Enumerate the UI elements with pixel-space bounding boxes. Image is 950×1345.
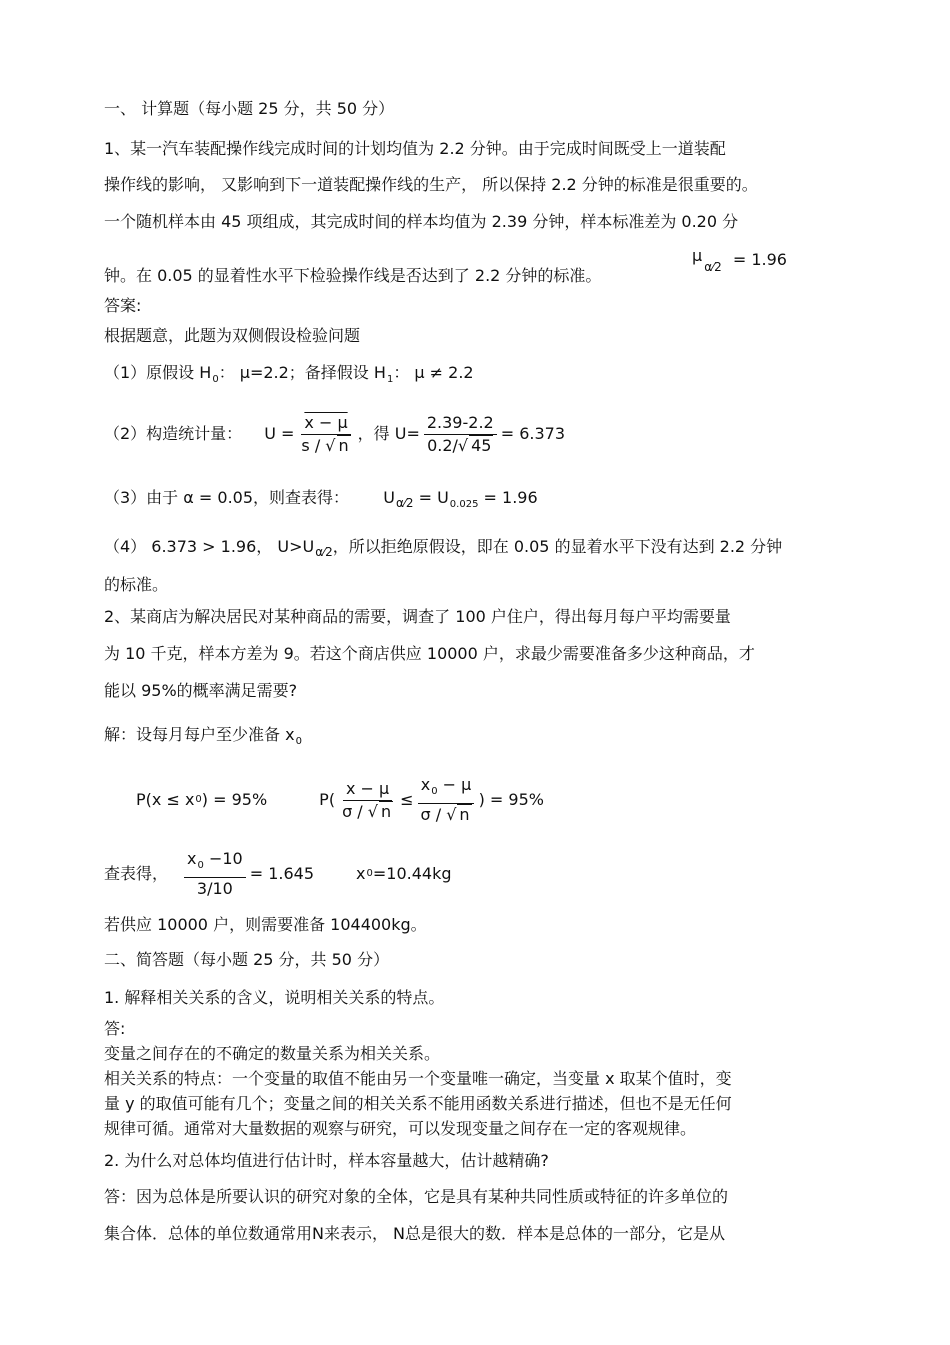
q2-solution-intro: [104, 725, 302, 752]
sol-prefix: 解：设每月每户至少准备 x: [104, 725, 295, 744]
p2-num-2-sub: 0: [431, 786, 438, 797]
step-3-lookup: [104, 488, 538, 515]
step-3-prefix: （3）由于 α = 0.05，则查表得：: [104, 488, 350, 507]
look-den: 3/10: [196, 879, 233, 898]
p2-den-2-sigma: σ /: [420, 805, 447, 824]
crit-value: = 1.96: [732, 250, 787, 269]
p1-text: P(x ≤ x: [136, 790, 195, 809]
p2-num-2-x: x: [420, 775, 431, 794]
p2-le: ≤: [400, 790, 414, 809]
answer-intro: 根据题意，此题为双侧假设检验问题: [104, 326, 361, 345]
p2-open: P(: [319, 790, 336, 809]
supply-result: 若供应 10000 户，则需要准备 104400kg。: [104, 915, 427, 934]
p2-fraction-2: [418, 776, 475, 824]
probability-equations: [136, 776, 544, 824]
look-fraction: [184, 850, 246, 898]
step-4-prefix: （4） 6.373 > 1.96， U>U: [104, 537, 315, 556]
step-1-hypotheses: [104, 363, 474, 390]
s2-answer-label: 答:: [104, 1019, 126, 1038]
look-eq: = 1.645: [249, 864, 315, 883]
x0-sub: 0: [366, 868, 373, 879]
look-label: 查表得，: [104, 864, 169, 883]
step-2-u: U =: [264, 424, 295, 443]
step-2-statistic: [104, 412, 565, 456]
step-1-end: ： μ ≠ 2.2: [393, 363, 474, 382]
s2-question-1: 1. 解释相关关系的含义，说明相关关系的特点。: [104, 988, 445, 1007]
s2-answer-line-2: 相关关系的特点：一个变量的取值不能由另一个变量唯一确定，当变量 x 取某个值时，变: [104, 1069, 732, 1088]
s2-q2-answer-line-1: 答：因为总体是所要认识的研究对象的全体，它是具有某种共同性质或特征的许多单位的: [104, 1187, 729, 1206]
x0-val: =10.44kg: [372, 864, 452, 883]
den2-base: 0.2/: [427, 435, 458, 455]
h1-subscript: 1: [386, 374, 394, 385]
step-2-result: = 6.373: [500, 424, 565, 443]
u-formula-fraction: [298, 414, 353, 455]
p2-den-2-n: n: [459, 805, 470, 824]
den2-root: 45: [471, 435, 492, 455]
step-3-sub1: α⁄2: [395, 496, 414, 510]
s2-answer-line-4: 规律可循。通常对大量数据的观察与研究，可以发现变量之间存在一定的客观规律。: [104, 1119, 697, 1138]
q1-line-4: 钟。在 0.05 的显着性水平下检验操作线是否达到了 2.2 分钟的标准。: [104, 266, 602, 285]
den-n: n: [338, 435, 349, 455]
table-lookup-line: [104, 850, 452, 898]
p2-num-2-rest: − μ: [437, 775, 472, 794]
q2-line-3: 能以 95%的概率满足需要?: [104, 681, 298, 700]
u-value-denominator: 0.2/√ 45: [427, 435, 492, 455]
step-1-mid: ： μ=2.2；备择假设 H: [218, 363, 386, 382]
sol-subscript: 0: [295, 736, 302, 747]
look-num-rest: −10: [203, 849, 243, 868]
q1-line-1: 1、某一汽车装配操作线完成时间的计划均值为 2.2 分钟。由于完成时间既受上一道装配: [104, 139, 726, 158]
look-num-x: x: [187, 849, 197, 868]
step-3-sub2: 0.025: [449, 499, 479, 510]
p2-den-1-n: n: [380, 801, 392, 821]
q2-line-2: 为 10 千克，样本方差为 9。若这个商店供应 10000 户，求最少需要准备多少这种商品，才: [104, 644, 755, 663]
u-value-numerator: 2.39-2.2: [424, 414, 497, 435]
step-3-mid: = U: [418, 488, 449, 507]
s2-answer-line-1: 变量之间存在的不确定的数量关系为相关关系。: [104, 1044, 441, 1063]
p2-close: ) = 95%: [478, 790, 544, 809]
critical-value-formula: [692, 246, 787, 274]
p2-fraction-1: [339, 780, 396, 821]
q1-line-2: 操作线的影响， 又影响到下一道装配操作线的生产， 所以保持 2.2 分钟的标准是很重要的。: [104, 175, 758, 194]
q2-line-1: 2、某商店为解决居民对某种商品的需要，调查了 100 户住户，得出每月每户平均需要量: [104, 607, 731, 626]
q1-line-3: 一个随机样本由 45 项组成，其完成时间的样本均值为 2.39 分钟，样本标准差为 0.20 分: [104, 212, 739, 231]
step-2-prefix: （2）构造统计量：: [104, 424, 243, 443]
look-num: [184, 850, 246, 878]
section-2-heading: 二、简答题（每小题 25 分，共 50 分）: [104, 950, 390, 969]
step-4-sub: α⁄2: [315, 545, 333, 559]
step-4-line-2: 的标准。: [104, 575, 169, 594]
p2-den-2: σ / √ n: [420, 805, 470, 824]
p2-den-1-sigma: σ /: [342, 801, 368, 821]
answer-label: 答案:: [104, 296, 142, 315]
look-num-sub: 0: [197, 860, 204, 871]
crit-alpha: α⁄2: [704, 260, 722, 274]
step-3-end: = 1.96: [483, 488, 538, 507]
s2-question-2: 2. 为什么对总体均值进行估计时，样本容量越大，估计越精确?: [104, 1151, 549, 1170]
u-formula-denominator: s / √ n: [301, 435, 349, 455]
section-1-heading: 一、 计算题（每小题 25 分，共 50 分）: [104, 99, 395, 118]
crit-mu: μ: [692, 246, 703, 265]
den-s: s /: [301, 435, 326, 455]
p1-sub: 0: [195, 794, 202, 805]
s2-answer-line-3: 量 y 的取值可能有几个；变量之间的相关关系不能用函数关系进行描述，但也不是无任何: [104, 1094, 732, 1113]
p2-num-2: [418, 776, 475, 804]
step-3-u1: U: [383, 488, 395, 507]
step-4-decision: [104, 537, 782, 562]
u-formula-numerator: x − μ: [301, 414, 350, 435]
step-2-mid: ，得 U=: [357, 424, 420, 443]
p2-num-1: x − μ: [343, 780, 392, 801]
u-value-fraction: [424, 414, 497, 455]
step-1-prefix: （1）原假设 H: [104, 363, 212, 382]
s2-q2-answer-line-2: 集合体．总体的单位数通常用N来表示， N总是很大的数．样本是总体的一部分，它是从: [104, 1224, 726, 1243]
x0-x: x: [356, 864, 366, 883]
step-4-end: ，所以拒绝原假设，即在 0.05 的显着水平下没有达到 2.2 分钟: [332, 537, 783, 556]
h0-subscript: 0: [212, 374, 219, 385]
p2-den-1: σ / √ n: [342, 801, 392, 821]
p1-end: ) = 95%: [201, 790, 268, 809]
